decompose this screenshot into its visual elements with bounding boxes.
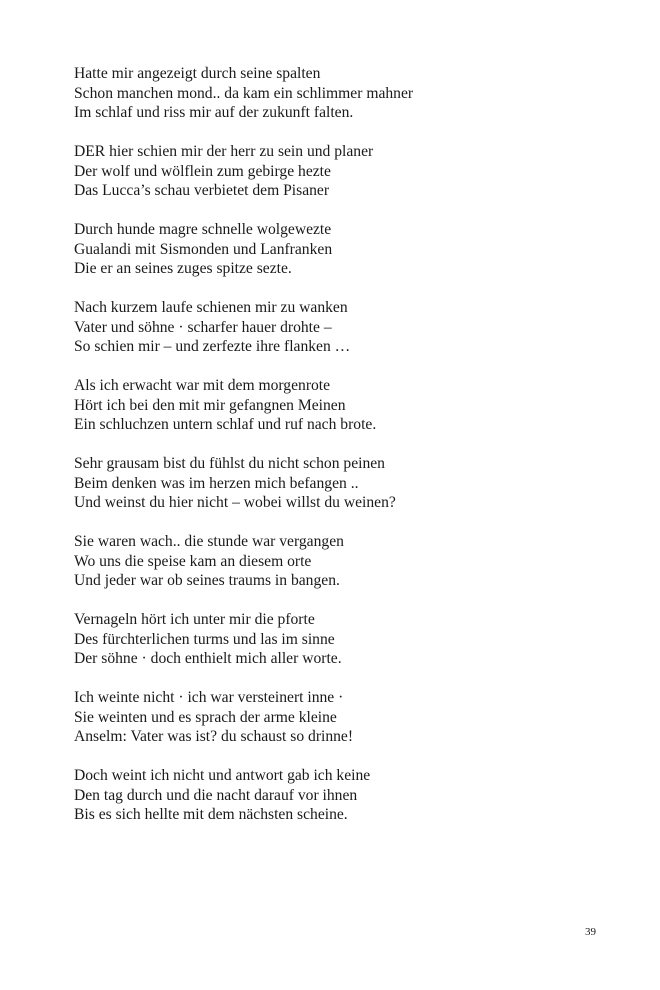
poem-line: Doch weint ich nicht und antwort gab ich keine [74, 767, 371, 784]
poem-line: Als ich erwacht war mit dem morgenrote [74, 377, 331, 394]
poem-line: DER hier schien mir der herr zu sein und planer [74, 143, 374, 160]
poem-line: Nach kurzem laufe schienen mir zu wanken [74, 299, 348, 316]
poem-line: Der wolf und wölflein zum gebirge hezte [74, 162, 331, 180]
stanza [74, 298, 614, 357]
poem-line: Sie waren wach.. die stunde war vergangen [74, 533, 344, 550]
poem-line: Ein schluchzen untern schlaf und ruf nach brote. [74, 416, 377, 433]
poem-line: Und weinst du hier nicht – wobei willst du weinen? [74, 494, 396, 511]
poem-line: So schien mir – und zerfezte ihre flanken … [74, 338, 351, 355]
poem-line: Das Lucca’s schau verbietet dem Pisaner [74, 182, 330, 199]
poem-line: Sie weinten und es sprach der arme kleine [74, 708, 337, 726]
poem-line: Ich weinte nicht · ich war versteinert inne · [74, 689, 344, 706]
poem-line: Bis es sich hellte mit dem nächsten scheine. [74, 806, 348, 823]
poem-line: Sehr grausam bist du fühlst du nicht schon peinen [74, 455, 385, 472]
poem-line: Hatte mir angezeigt durch seine spalten [74, 65, 321, 82]
stanza [74, 688, 614, 747]
poem-line: Wo uns die speise kam an diesem orte [74, 552, 312, 570]
poem-line: Vater und söhne · scharfer hauer drohte – [74, 318, 332, 336]
stanza [74, 454, 614, 513]
poem-line: Gualandi mit Sismonden und Lanfranken [74, 240, 333, 258]
stanza [74, 142, 614, 201]
poem-line: Anselm: Vater was ist? du schaust so drinne! [74, 728, 354, 745]
stanza [74, 532, 614, 591]
poem-line: Der söhne · doch enthielt mich aller worte. [74, 650, 342, 667]
poem-line: Den tag durch und die nacht darauf vor ihnen [74, 786, 358, 804]
poem-line: Und jeder war ob seines traums in bangen. [74, 572, 340, 589]
stanza [74, 610, 614, 669]
poem-line: Schon manchen mond.. da kam ein schlimmer mahner [74, 84, 414, 102]
stanza [74, 64, 614, 123]
stanza [74, 220, 614, 279]
poem-line: Im schlaf und riss mir auf der zukunft falten. [74, 104, 354, 121]
poem-line: Vernageln hört ich unter mir die pforte [74, 611, 315, 628]
poem-line: Beim denken was im herzen mich befangen .. [74, 474, 359, 492]
poem-line: Die er an seines zuges spitze sezte. [74, 260, 292, 277]
stanza [74, 766, 614, 825]
poem-line: Hört ich bei den mit mir gefangnen Meinen [74, 396, 346, 414]
poem-text [74, 64, 614, 844]
stanza [74, 376, 614, 435]
poem-line: Durch hunde magre schnelle wolgewezte [74, 221, 332, 238]
poem-line: Des fürchterlichen turms und las im sinne [74, 630, 335, 648]
page-number: 39 [585, 926, 596, 938]
